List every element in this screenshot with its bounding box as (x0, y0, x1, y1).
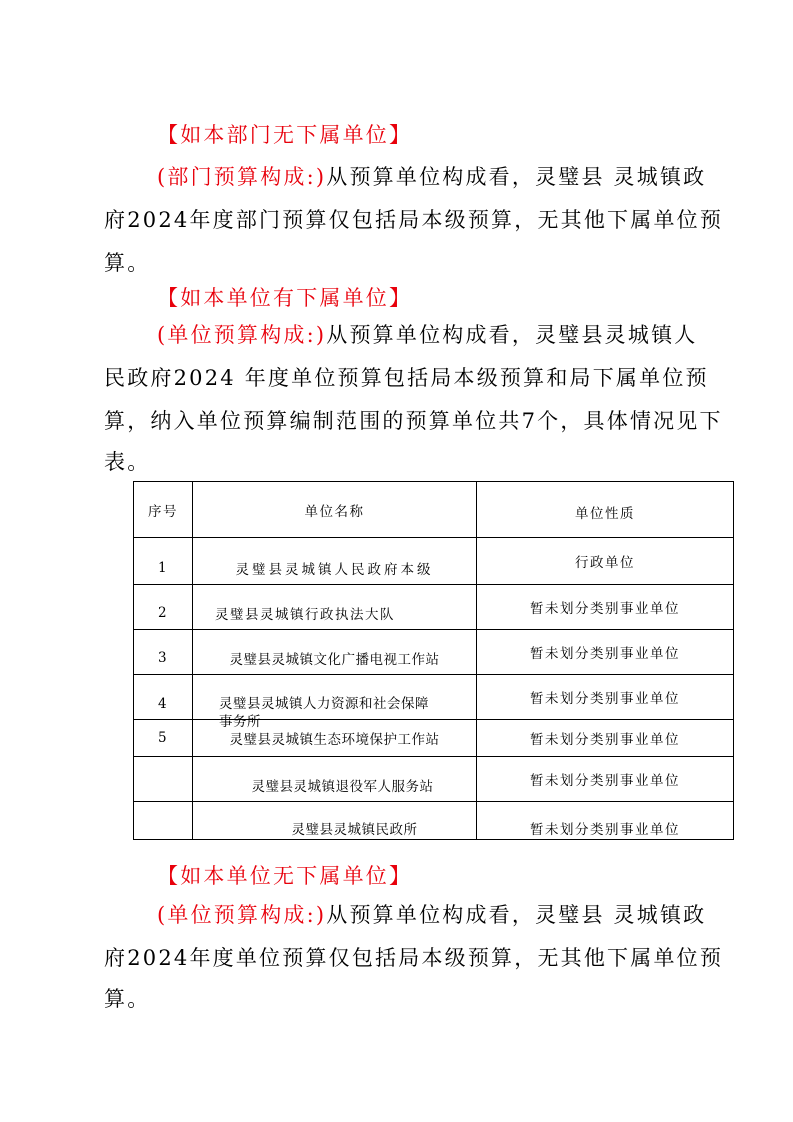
table-row (134, 538, 734, 585)
paragraph-text: 民政府2024 年度单位预算包括局本级预算和局下属单位预 (104, 366, 709, 390)
paragraph-text: 算。 (104, 987, 151, 1011)
cell-type: 暂未划分类别事业单位 (477, 675, 734, 720)
paragraph-text: 府2024年度单位预算仅包括局本级预算，无其他下属单位预 (104, 946, 724, 970)
cell-name: 灵璧县灵城镇生态环境保护工作站 (193, 720, 477, 757)
cell-type: 暂未划分类别事业单位 (477, 630, 734, 675)
header-no: 序号 (134, 482, 193, 538)
cell-name: 灵璧县灵城镇人民政府本级 (193, 538, 477, 585)
cell-no: 1 (134, 538, 193, 585)
section-paragraph-line (157, 161, 706, 191)
paragraph-label: (单位预算构成:) (157, 903, 327, 927)
section-heading-dept-no-sub: 【如本部门无下属单位】 (157, 123, 413, 147)
paragraph-text: 从预算单位构成看，灵璧县 灵城镇政 (326, 165, 707, 189)
paragraph-text: 算，纳入单位预算编制范围的预算单位共7个，具体情况见下 (104, 409, 723, 433)
table-row (134, 675, 734, 720)
section-heading-unit-with-sub: 【如本单位有下属单位】 (157, 286, 413, 310)
cell-name-wrapper (193, 675, 477, 730)
cell-type: 暂未划分类别事业单位 (477, 585, 734, 630)
cell-name: 灵璧县灵城镇退役军人服务站 (193, 757, 477, 802)
cell-no: 5 (134, 720, 193, 757)
paragraph-label: (单位预算构成:) (157, 323, 327, 347)
table-row (134, 585, 734, 630)
cell-no: 2 (134, 585, 193, 630)
cell-type: 行政单位 (477, 538, 734, 585)
cell-type: 暂未划分类别事业单位 (477, 802, 734, 840)
cell-no: 3 (134, 630, 193, 675)
cell-name: 灵璧县灵城镇民政所 (193, 802, 477, 840)
header-type: 单位性质 (477, 482, 734, 538)
paragraph-label: (部门预算构成:) (157, 165, 327, 189)
cell-name: 灵璧县灵城镇文化广播电视工作站 (193, 630, 477, 675)
section-paragraph-line (157, 319, 697, 349)
cell-type: 暂未划分类别事业单位 (477, 720, 734, 757)
cell-name: 灵璧县灵城镇人力资源和社会保障事务所 (219, 696, 429, 730)
paragraph-text: 表。 (104, 450, 151, 474)
table-row (134, 630, 734, 675)
paragraph-text: 从预算单位构成看，灵璧县 灵城镇政 (326, 903, 707, 927)
table-header-row (134, 482, 734, 538)
paragraph-text: 府2024年度部门预算仅包括局本级预算，无其他下属单位预 (104, 208, 724, 232)
units-table (133, 481, 734, 840)
paragraph-text: 从预算单位构成看，灵璧县灵城镇人 (326, 323, 698, 347)
cell-name: 灵璧县灵城镇行政执法大队 (193, 585, 477, 630)
cell-no: 4 (134, 675, 193, 720)
table-row (134, 757, 734, 802)
cell-no (134, 757, 193, 802)
cell-type: 暂未划分类别事业单位 (477, 757, 734, 802)
paragraph-text: 算。 (104, 251, 151, 275)
header-name: 单位名称 (193, 482, 477, 538)
cell-no (134, 802, 193, 840)
section-paragraph-line (157, 899, 706, 929)
table-row (134, 802, 734, 840)
section-heading-unit-no-sub: 【如本单位无下属单位】 (157, 864, 413, 888)
